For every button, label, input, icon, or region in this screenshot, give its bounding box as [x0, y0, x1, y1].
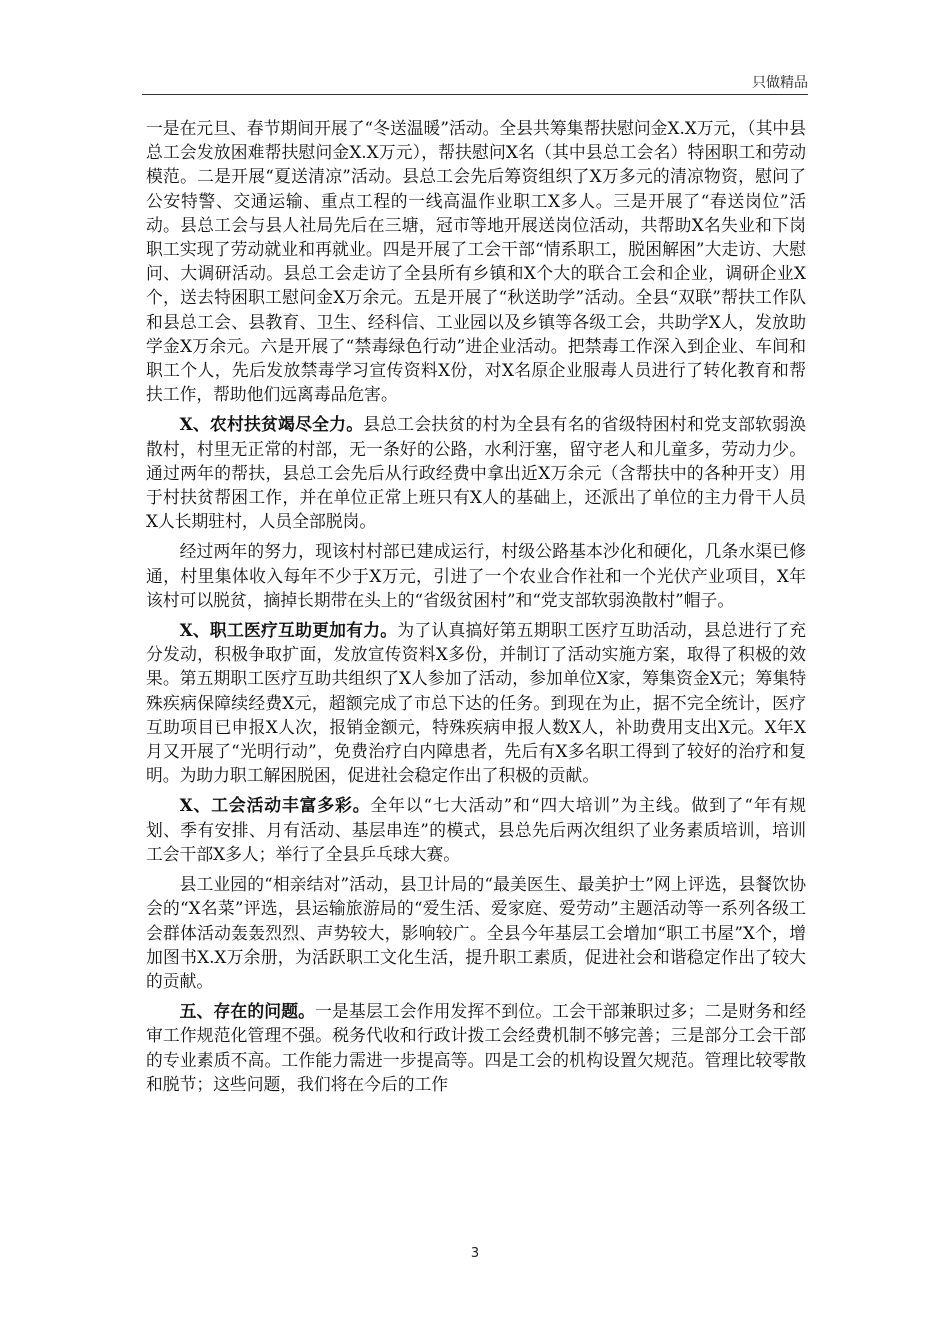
paragraph-medical-mutual-aid: [146, 618, 806, 787]
paragraph-heading: X、工会活动丰富多彩。: [179, 795, 371, 816]
paragraph-1: [146, 116, 806, 406]
paragraph-union-activities: [146, 793, 806, 866]
document-body: [146, 116, 806, 1102]
paragraph-heading: 五、存在的问题。: [179, 1001, 316, 1022]
paragraph-text: 一是基层工会作用发挥不到位。工会干部兼职过多；二是财务和经审工作规范化管理不强。税务代收和行政计拨工会经费机制不够完善；三是部分工会干部的专业素质不高。工作能力需进一步提高等。四是工会的机构设置欠规范。管理比较零散和脱节；这些问题，我们将在今后的工作: [146, 1001, 806, 1094]
page-header-text: 只做精品: [752, 75, 808, 91]
paragraph-existing-problems: [146, 999, 806, 1096]
header-divider: [142, 94, 808, 95]
paragraph-text: 为了认真搞好第五期职工医疗互助活动，县总进行了充分发动，积极争取扩面，发放宣传资料X多份，并制订了活动实施方案，取得了积极的效果。第五期职工医疗互助共组织了X人参加了活动，参加单位X家，筹集资金X元；筹集特殊疾病保障续经费X元，超额完成了市总下达的任务。到现在为止，据不完全统计，医疗互助项目已申报X人次，报销金额元，特殊疾病申报人数X人，补助费用支出X元。X年X月又开展了“光明行动”，免费治疗白内障患者，先后有X多名职工得到了较好的治疗和复明。为助力职工解困脱困，促进社会稳定作出了积极的贡献。: [146, 620, 806, 786]
paragraph-group-activities: [146, 872, 806, 993]
paragraph-text: 县总工会扶贫的村为全县有名的省级特困村和党支部软弱涣散村，村里无正常的村部，无一条好的公路，水利汙塞，留守老人和儿童多，劳动力少。通过两年的帮扶，县总工会先后从行政经费中拿出近X万余元（含帮扶中的各种开支）用于村扶贫帮困工作，并在单位正常上班只有X人的基础上，还派出了单位的主力骨干人员X人长期驻村，人员全部脱岗。: [146, 414, 806, 532]
paragraph-text: 一是在元旦、春节期间开展了“冬送温暖”活动。全县共筹集帮扶慰问金X.X万元，（其中县总工会发放困难帮扶慰问金X.X万元），帮扶慰问X名（其中县总工会名）特困职工和劳动模范。二是开展“夏送清凉”活动。县总工会先后筹资组织了X万多元的清凉物资，慰问了公安特警、交通运输、重点工程的一线高温作业职工X多人。三是开展了“春送岗位”活动。县总工会与县人社局先后在三塘，冠市等地开展送岗位活动，共帮助X名失业和下岗职工实现了劳动就业和再就业。四是开展了工会干部“情系职工，脱困解困”大走访、大慰问、大调研活动。县总工会走访了全县所有乡镇和X个大的联合工会和企业，调研企业X个，送去特困职工慰问金X万余元。五是开展了“秋送助学”活动。全县“双联”帮扶工作队和县总工会、县教育、卫生、经科信、工业园以及乡镇等各级工会，共助学X人，发放助学金X万余元。六是开展了“禁毒绿色行动”进企业活动。把禁毒工作深入到企业、车间和职工个人，先后发放禁毒学习宣传资料X份，对X名原企业服毒人员进行了转化教育和帮扶工作，帮助他们远离毒品危害。: [146, 118, 806, 405]
paragraph-rural-poverty: [146, 412, 806, 533]
paragraph-heading: X、农村扶贫竭尽全力。: [179, 414, 364, 435]
paragraph-text: 县工业园的“相亲结对”活动，县卫计局的“最美医生、最美护士”网上评选，县餐饮协会的“X名菜”评选，县运输旅游局的“爱生活、爱家庭、爱劳动”主题活动等一系列各级工会群体活动轰轰烈烈、声势较大，影响较广。全县今年基层工会增加“职工书屋”X个，增加图书X.X万余册，为活跃职工文化生活，提升职工素质，促进社会和谐稳定作出了较大的贡献。: [146, 874, 806, 991]
paragraph-text: 全年以“七大活动”和“四大培训”为主线。做到了“年有规划、季有安排、月有活动、基层串连”的模式，县总先后两次组织了业务素质培训，培训工会干部X多人；举行了全县乒乓球大赛。: [146, 795, 806, 864]
paragraph-text: 经过两年的努力，现该村村部已建成运行，村级公路基本沙化和硬化，几条水渠已修通，村里集体收入每年不少于X万元，引进了一个农业合作社和一个光伏产业项目，X年该村可以脱贫，摘掉长期带在头上的“省级贫困村”和“党支部软弱涣散村”帽子。: [146, 541, 806, 610]
paragraph-heading: X、职工医疗互助更加有力。: [179, 620, 398, 641]
page-number: 3: [470, 1246, 480, 1261]
paragraph-rural-progress: [146, 539, 806, 612]
